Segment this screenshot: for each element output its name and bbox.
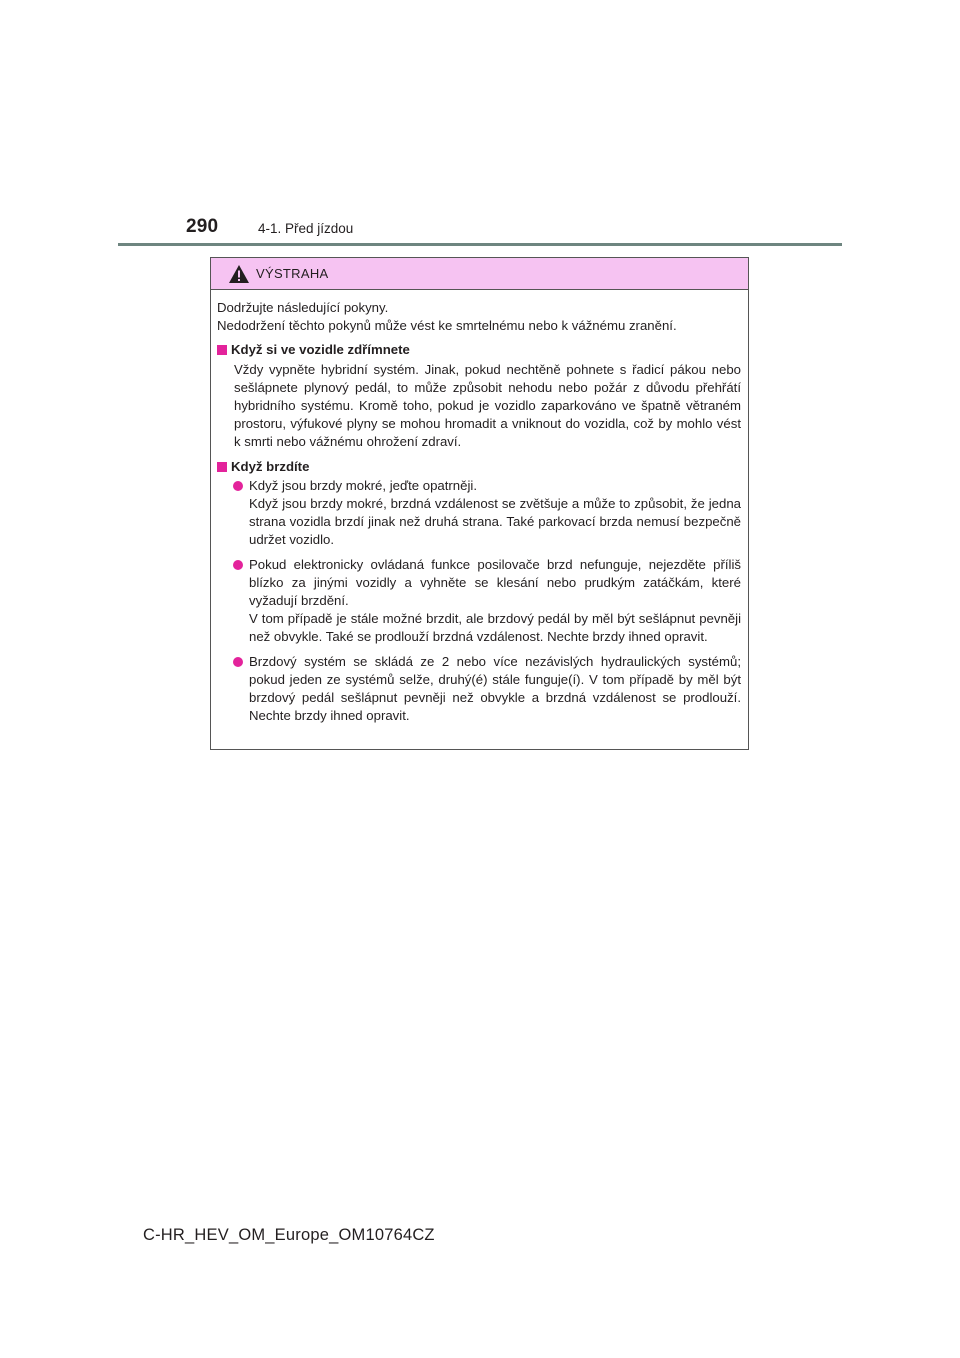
page-number: 290 [186, 216, 219, 237]
intro-line: Dodržujte následující pokyny. [217, 300, 389, 315]
list-item [217, 477, 741, 550]
topic-braking [217, 458, 741, 726]
document-code: C-HR_HEV_OM_Europe_OM10764CZ [143, 1226, 435, 1244]
bullet-line: Pokud elektronicky ovládaná funkce posilovače brzd nefunguje, nejezděte příliš blízko za jinými vozidly a vyhněte se klesání nebo prudkým zatáčkám, které vyžadují brzdění. [249, 556, 741, 609]
header-rule [118, 243, 842, 246]
warning-header [211, 258, 748, 290]
topic-text: Vždy vypněte hybridní systém. Jinak, pokud nechtěně pohnete s řadicí pákou nebo sešlápnete plynový pedál, to může způsobit nehodu nebo požár z důvodu přehřátí hybridního systému. Kromě toho, pokud je vozidlo zaparkováno ve špatně větraném prostoru, výfukové plyny se mohou hromadit a vniknout do vozidla, což by mohlo vést k smrti nebo vážnému ohrožení zdraví. [234, 361, 741, 450]
warning-title: VÝSTRAHA [256, 266, 329, 281]
warning-triangle-icon [228, 264, 250, 284]
bullet-line: V tom případě je stále možné brzdit, ale brzdový pedál by měl být sešlápnut pevněji než obvykle. Také se prodlouží brzdná vzdálenost. Nechte brzdy ihned opravit. [249, 611, 741, 645]
list-item [217, 556, 741, 647]
section-title: 4-1. Před jízdou [258, 221, 354, 236]
topic-napping [217, 341, 741, 451]
warning-body [211, 290, 748, 725]
list-item [217, 653, 741, 726]
bullet-line: Brzdový systém se skládá ze 2 nebo více nezávislých hydraulických systémů; pokud jeden ze systémů selže, druhý(é) stále funguje(í). V tom případě by měl být brzdový pedál sešlápnut pevněji než obvykle a brzdná vzdálenost se prodlouží. Nechte brzdy ihned opravit. [249, 653, 741, 724]
topic-heading [217, 341, 741, 359]
square-bullet-icon [217, 345, 227, 355]
circle-bullet-icon [233, 481, 243, 491]
topic-heading-text: Když si ve vozidle zdřímnete [231, 342, 410, 358]
circle-bullet-icon [233, 560, 243, 570]
warning-box [210, 257, 749, 750]
bullet-line: Když jsou brzdy mokré, jeďte opatrněji. [249, 477, 477, 493]
intro-line: Nedodržení těchto pokynů může vést ke smrtelnému nebo k vážnému zranění. [217, 318, 677, 334]
bullet-line: Když jsou brzdy mokré, brzdná vzdálenost se zvětšuje a může to způsobit, že jedna strana vozidla brzdí jinak než druhá strana. Také parkovací brzda nemusí bezpečně udržet vozidlo. [249, 496, 741, 548]
circle-bullet-icon [233, 657, 243, 667]
square-bullet-icon [217, 462, 227, 472]
warning-intro [217, 299, 741, 335]
topic-heading [217, 458, 741, 476]
topic-heading-text: Když brzdíte [231, 458, 310, 474]
